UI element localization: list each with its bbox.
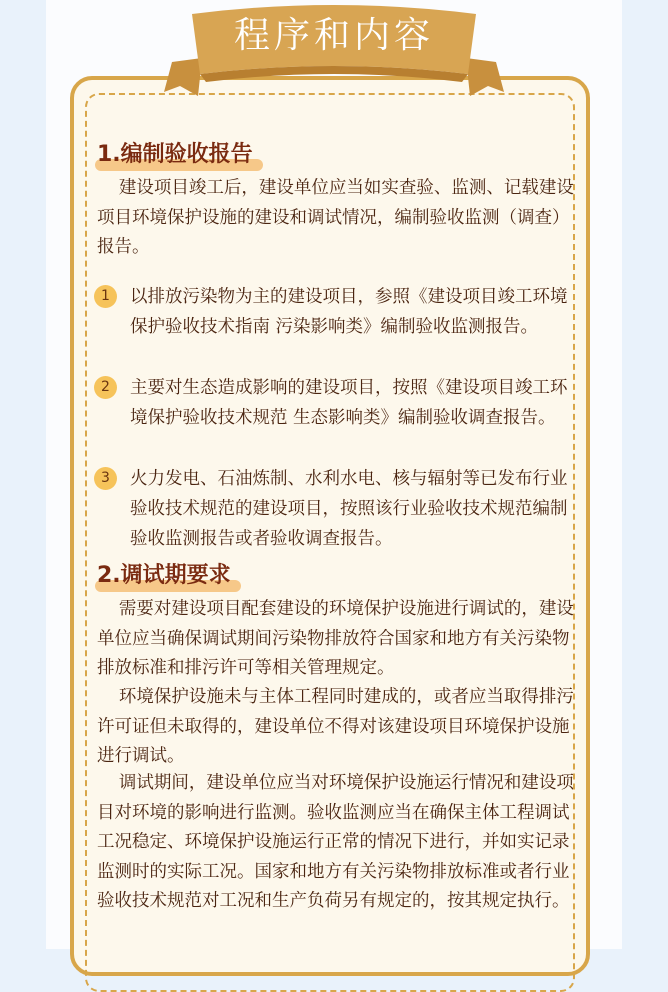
- section-heading-2: [97, 560, 231, 592]
- number-badge: 3: [94, 467, 117, 490]
- list-item-text: 火力发电、石油炼制、水利水电、核与辐射等已发布行业验收技术规范的建设项目，按照该行业验收技术规范编制验收监测报告或者验收调查报告。: [130, 469, 568, 549]
- number-badge: 2: [94, 376, 117, 399]
- list-item-text: 以排放污染物为主的建设项目，参照《建设项目竣工环境保护验收技术指南 污染影响类》编制验收监测报告。: [130, 287, 568, 337]
- section-heading-text: 2.调试期要求: [97, 563, 231, 588]
- page-title: 程序和内容: [233, 15, 434, 56]
- section1-intro: 建设项目竣工后，建设单位应当如实查验、监测、记载建设项目环境保护设施的建设和调试情况，编制验收监测（调查）报告。: [97, 178, 574, 257]
- section2-paragraph-1: 需要对建设项目配套建设的环境保护设施进行调试的，建设单位应当确保调试期间污染物排放符合国家和地方有关污染物排放标准和排污许可等相关管理规定。: [97, 599, 574, 678]
- section-heading-1: [97, 139, 253, 171]
- number-badge: 1: [94, 285, 117, 308]
- section2-paragraph-3: 调试期间，建设单位应当对环境保护设施运行情况和建设项目对环境的影响进行监测。验收监测应当在确保主体工程调试工况稳定、环境保护设施运行正常的情况下进行，并如实记录监测时的实际工况。国家和地方有关污染物排放标准或者行业验收技术规范对工况和生产负荷另有规定的，按其规定执行。: [97, 773, 574, 911]
- list-item-2: [94, 373, 574, 463]
- section-heading-text: 1.编制验收报告: [97, 142, 253, 167]
- list-item-3: [94, 464, 574, 554]
- list-item-text: 主要对生态造成影响的建设项目，按照《建设项目竣工环境保护验收技术规范 生态影响类》编制验收调查报告。: [130, 378, 568, 428]
- list-item-1: [94, 282, 574, 372]
- section2-paragraph-2: 环境保护设施未与主体工程同时建成的，或者应当取得排污许可证但未取得的，建设单位不得对该建设项目环境保护设施进行调试。: [97, 687, 574, 766]
